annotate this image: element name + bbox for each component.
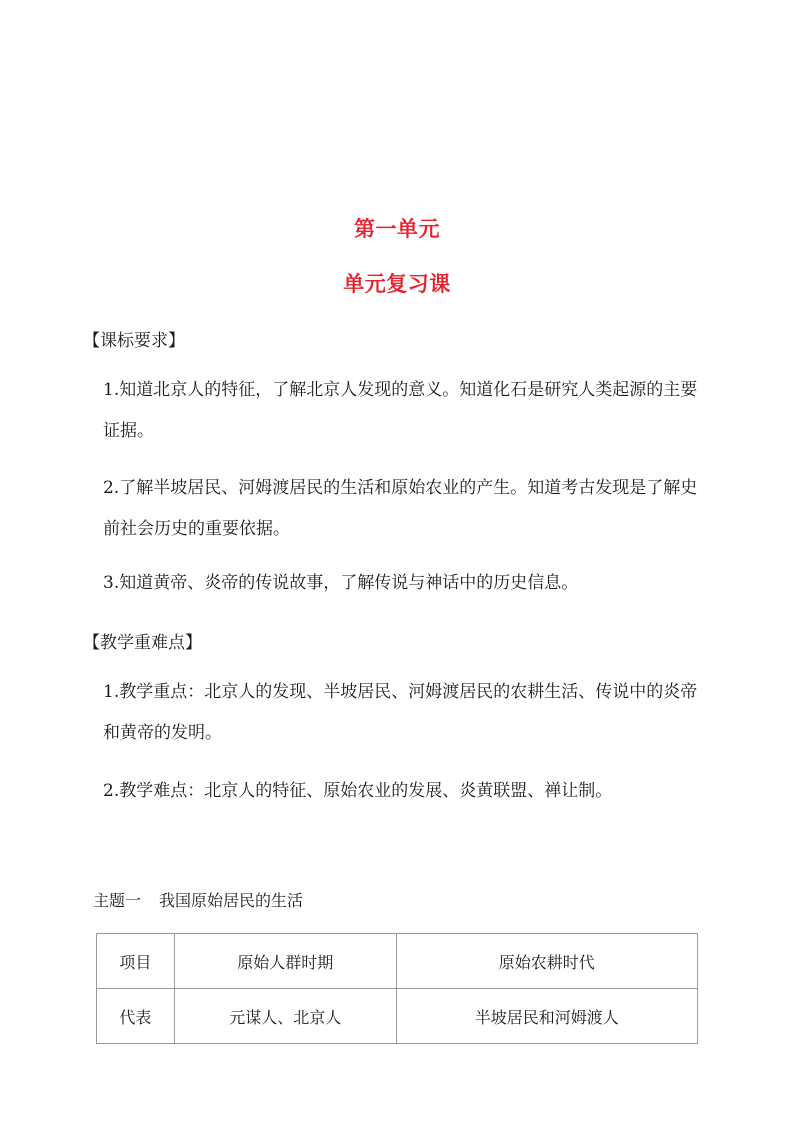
item-text-line2: 和黄帝的发明。 — [103, 723, 222, 743]
item-number: 1. — [103, 682, 120, 702]
item-text-line2: 前社会历史的重要依据。 — [103, 519, 290, 539]
lesson-title: 单元复习课 — [343, 272, 451, 296]
table-cell: 代表 — [97, 989, 175, 1044]
curriculum-heading: 【课标要求】 — [83, 331, 185, 351]
unit-title: 第一单元 — [354, 217, 440, 241]
curriculum-item — [103, 468, 723, 550]
item-number: 1. — [103, 380, 120, 400]
table-cell: 元谋人、北京人 — [174, 989, 396, 1044]
table-header-cell: 原始农耕时代 — [396, 934, 697, 989]
item-number: 2. — [103, 781, 120, 801]
key-points-heading: 【教学重难点】 — [83, 633, 202, 653]
item-text-line1: 了解半坡居民、河姆渡居民的生活和原始农业的产生。知道考古发现是了解史 — [119, 478, 698, 498]
item-number: 2. — [103, 478, 120, 498]
topic-heading — [93, 888, 303, 911]
table-header-cell: 原始人群时期 — [174, 934, 396, 989]
table-header-row — [97, 934, 698, 989]
curriculum-item — [103, 370, 723, 452]
key-points-item — [103, 771, 723, 812]
item-text-line2: 证据。 — [103, 421, 154, 441]
review-table — [96, 933, 698, 1044]
curriculum-item — [103, 563, 723, 604]
item-text-line1: 知道北京人的特征，了解北京人发现的意义。知道化石是研究人类起源的主要 — [119, 380, 698, 400]
item-text-line1: 知道黄帝、炎帝的传说故事，了解传说与神话中的历史信息。 — [119, 573, 579, 593]
item-number: 3. — [103, 573, 120, 593]
topic-label: 主题一 — [93, 891, 142, 910]
table-cell: 半坡居民和河姆渡人 — [396, 989, 697, 1044]
item-text-line1: 教学难点：北京人的特征、原始农业的发展、炎黄联盟、禅让制。 — [119, 781, 613, 801]
key-points-item — [103, 672, 723, 754]
item-text-line1: 教学重点：北京人的发现、半坡居民、河姆渡居民的农耕生活、传说中的炎帝 — [119, 682, 698, 702]
table-row — [97, 989, 698, 1044]
table-header-cell: 项目 — [97, 934, 175, 989]
topic-title: 我国原始居民的生活 — [159, 891, 304, 910]
